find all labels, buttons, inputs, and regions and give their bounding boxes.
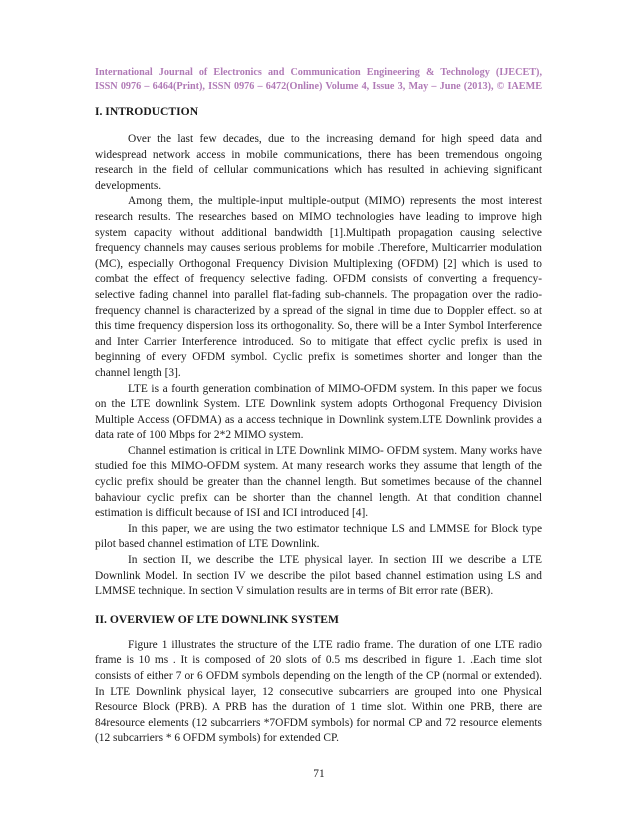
journal-header-line-1: International Journal of Electronics and Communication Engineering & Technology (IJECET),	[95, 67, 542, 78]
intro-paragraph-5: In this paper, we are using the two estimator technique LS and LMMSE for Block type pilot based channel estimation of LTE Downlink.	[95, 522, 542, 551]
intro-paragraph-1: Over the last few decades, due to the increasing demand for high speed data and widespread network access in mobile communications, there has been tremendous ongoing research in the field of cellular communications which has resulted in achieving significant developments.	[95, 133, 542, 192]
page-number: 71	[313, 768, 325, 780]
section-heading-introduction: I. INTRODUCTION	[95, 105, 199, 118]
journal-header	[95, 66, 542, 94]
intro-paragraph-3: LTE is a fourth generation combination of MIMO-OFDM system. In this paper we focus on the LTE downlink System. LTE Downlink system adopts Orthogonal Frequency Division Multiple Access (OFDMA) as a access technique in Downlink system.LTE Downlink provides a data rate of 100 Mbps for 2*2 MIMO system.	[95, 382, 542, 442]
intro-paragraph-2: Among them, the multiple-input multiple-output (MIMO) represents the most interest research results. The researches based on MIMO technologies have leading to improve high system capacity without additional bandwidth [1].Multipath propagation causing selective frequency channels may causes serious problems for mobile .Therefore, Multicarrier modulation (MC), especially Orthogonal Frequency Division Multiplexing (OFDM) [2] which is used to combat the effect of frequency selective fading. OFDM consists of converting a frequency-selective fading channel into parallel flat-fading sub-channels. The propagation over the radio-frequency channel is characterized by a spread of the signal in time due to Doppler effect. so at this time frequency dispersion loss its orthogonality. So, there will be a Inter Symbol Interference and Inter Carrier Interference introduced. So to mitigate that effect cyclic prefix is used in beginning of every OFDM symbol. Cyclic prefix is sometimes shorter and longer than the channel length [3].	[95, 195, 542, 379]
section-heading-overview: II. OVERVIEW OF LTE DOWNLINK SYSTEM	[95, 612, 339, 626]
paper-page	[95, 66, 542, 747]
overview-paragraph-1: Figure 1 illustrates the structure of the LTE radio frame. The duration of one LTE radio frame is 10 ms . It is composed of 20 slots of 0.5 ms described in figure 1. .Each time slot consists of either 7 or 6 OFDM symbols depending on the length of the CP (normal or extended). In LTE Downlink physical layer, 12 consecutive subcarriers are grouped into one Physical Resource Block (PRB). A PRB has the duration of 1 time slot. Within one PRB, there are 84resource elements (12 subcarriers *7OFDM symbols) for normal CP and 72 resource elements (12 subcarriers * 6 OFDM symbols) for extended CP.	[95, 638, 542, 745]
intro-paragraph-4: Channel estimation is critical in LTE Downlink MIMO- OFDM system. Many works have studied foe this MIMO-OFDM system. At many research works they assume that length of the cyclic prefix should be greater than the channel length. But sometimes because of the channel bahaviour cyclic prefix can be shorter than the channel length. At that condition channel estimation is difficult because of ISI and ICI introduced [4].	[95, 444, 542, 520]
journal-header-line-2: ISSN 0976 – 6464(Print), ISSN 0976 – 6472(Online) Volume 4, Issue 3, May – June (2013), © IAEME	[95, 81, 542, 92]
intro-paragraph-6: In section II, we describe the LTE physical layer. In section III we describe a LTE Downlink Model. In section IV we describe the pilot based channel estimation using LS and LMMSE technique. In section V simulation results are in terms of Bit error rate (BER).	[95, 554, 542, 598]
